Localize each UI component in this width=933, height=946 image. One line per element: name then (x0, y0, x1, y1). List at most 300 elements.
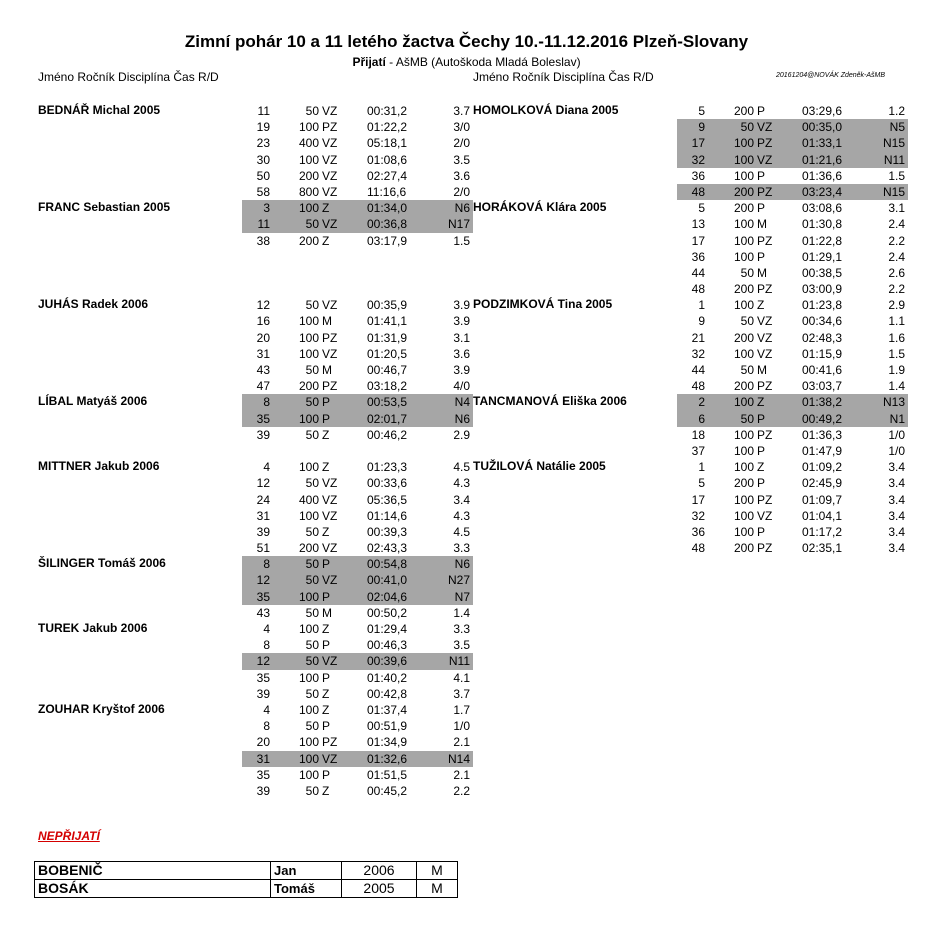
event-distance: 800 (298, 184, 319, 199)
event-time: 00:42,8 (367, 686, 408, 701)
event-style: VZ (322, 573, 338, 588)
page-title: Zimní pohár 10 a 11 letého žactva Čechy 10.-11.12.2016 Plzeň-Slovany (184, 32, 749, 51)
event-number: 20 (256, 735, 270, 750)
event-result: 3.7 (453, 686, 470, 701)
event-distance: 100 (298, 767, 319, 782)
event-time: 01:30,8 (802, 217, 843, 232)
event-distance: 100 (298, 670, 319, 685)
event-time: 01:21,6 (802, 152, 843, 167)
event-number: 4 (263, 702, 270, 717)
event-time: 01:36,6 (802, 168, 843, 183)
event-result: 3.4 (888, 460, 905, 475)
event-style: Z (322, 201, 330, 216)
result-row (242, 281, 473, 297)
result-row (242, 475, 473, 491)
event-result: N15 (882, 136, 905, 151)
result-row (242, 135, 473, 151)
event-time: 01:41,1 (367, 314, 408, 329)
event-style: VZ (757, 330, 773, 345)
column-header-left: Jméno Ročník Disciplína Čas R/D (38, 70, 219, 84)
event-number: 1 (698, 298, 705, 313)
event-time: 00:41,6 (802, 363, 843, 377)
event-style: M (757, 217, 767, 232)
event-number: 32 (691, 346, 705, 361)
result-row (242, 427, 473, 443)
result-row (242, 103, 473, 119)
event-time: 00:39,6 (367, 654, 408, 669)
event-number: 3 (263, 201, 270, 216)
first-name-cell: Jan (271, 862, 342, 880)
event-number: 5 (698, 104, 705, 118)
athlete-block (38, 621, 473, 702)
event-result: 3.4 (888, 541, 905, 556)
event-distance: 50 (305, 557, 319, 572)
result-row (242, 702, 473, 718)
event-time: 03:08,6 (802, 201, 843, 216)
result-row-highlighted (242, 394, 473, 410)
result-row (242, 621, 473, 637)
event-distance: 100 (733, 217, 754, 232)
event-distance: 100 (733, 168, 754, 183)
event-distance: 100 (298, 508, 319, 523)
event-number: 8 (263, 638, 270, 653)
event-number: 48 (691, 282, 705, 297)
event-style: VZ (322, 136, 338, 151)
surname-cell: BOSÁK (35, 880, 271, 898)
event-style: VZ (322, 152, 338, 167)
event-distance: 100 (733, 460, 754, 475)
event-number: 17 (691, 136, 705, 151)
event-result: N5 (889, 120, 905, 135)
event-distance: 100 (298, 346, 319, 361)
not-accepted-table (34, 861, 458, 898)
event-result: 2.4 (888, 217, 905, 232)
event-style: VZ (322, 104, 338, 118)
event-distance: 50 (305, 605, 319, 620)
result-row (242, 152, 473, 168)
event-number: 39 (256, 427, 270, 442)
event-distance: 100 (298, 314, 319, 329)
event-style: Z (322, 427, 330, 442)
result-row (242, 540, 473, 556)
event-number: 5 (698, 476, 705, 491)
event-style: P (757, 249, 766, 264)
event-style: PZ (757, 136, 773, 151)
event-result: N11 (883, 152, 905, 167)
event-distance: 50 (740, 363, 754, 377)
event-result: 1.5 (888, 168, 905, 183)
event-time: 00:51,9 (367, 719, 408, 734)
event-time: 03:00,9 (802, 282, 843, 297)
event-number: 8 (263, 719, 270, 734)
result-row (677, 508, 908, 524)
event-style: P (322, 411, 331, 426)
event-time: 01:29,4 (367, 622, 408, 636)
event-distance: 200 (733, 104, 754, 118)
event-distance: 400 (298, 136, 319, 151)
event-distance: 100 (298, 622, 319, 636)
event-result: 2.4 (888, 249, 905, 264)
event-number: 8 (263, 557, 270, 572)
event-time: 00:45,2 (367, 783, 408, 798)
event-distance: 100 (733, 524, 754, 539)
event-distance: 50 (305, 719, 319, 734)
athlete-block (38, 103, 473, 200)
event-distance: 50 (305, 427, 319, 442)
result-row (677, 459, 908, 475)
event-style: VZ (757, 120, 773, 135)
event-time: 02:27,4 (367, 168, 408, 183)
not-accepted-heading: NEPŘIJATÍ (38, 829, 100, 843)
event-time: 00:35,9 (367, 298, 408, 313)
athlete-block (38, 556, 473, 621)
result-row (677, 330, 908, 346)
athlete-block (38, 702, 473, 799)
event-time: 01:31,9 (367, 330, 408, 345)
athlete-block (473, 200, 908, 297)
event-result: 4/0 (453, 379, 470, 394)
event-time: 01:51,5 (367, 767, 408, 782)
event-number: 44 (691, 363, 705, 377)
event-result: 3.3 (453, 541, 470, 556)
event-distance: 50 (740, 120, 754, 135)
event-style: P (757, 524, 766, 539)
event-style: P (322, 589, 331, 604)
result-row (677, 427, 908, 443)
event-number: 13 (691, 217, 705, 232)
event-result: 4.3 (453, 476, 470, 491)
result-row (677, 103, 908, 119)
event-result: 1/0 (453, 719, 470, 734)
result-row (677, 168, 908, 184)
result-row (677, 233, 908, 249)
event-time: 00:31,2 (367, 104, 408, 118)
result-row-highlighted (677, 184, 908, 200)
event-distance: 50 (305, 476, 319, 491)
event-time: 01:40,2 (367, 670, 408, 685)
result-row (677, 216, 908, 232)
event-style: M (322, 363, 332, 377)
result-row (242, 168, 473, 184)
event-time: 01:04,1 (802, 508, 843, 523)
event-style: VZ (322, 217, 338, 232)
event-number: 32 (691, 508, 705, 523)
event-distance: 50 (740, 314, 754, 329)
event-result: N7 (454, 589, 470, 604)
result-row (242, 718, 473, 734)
event-distance: 50 (305, 217, 319, 232)
result-row (677, 313, 908, 329)
event-number: 31 (256, 346, 270, 361)
result-row (677, 362, 908, 378)
result-row-highlighted (242, 572, 473, 588)
event-time: 00:49,2 (802, 411, 843, 426)
result-row (242, 783, 473, 799)
results-column-left (38, 103, 473, 799)
event-distance: 100 (298, 201, 319, 216)
event-distance: 200 (298, 379, 319, 394)
event-number: 5 (698, 201, 705, 216)
event-time: 01:23,8 (802, 298, 843, 313)
event-distance: 100 (298, 330, 319, 345)
event-style: P (322, 670, 331, 685)
event-result: 1.2 (888, 104, 905, 118)
event-time: 01:37,4 (367, 702, 408, 717)
athlete-block (38, 394, 473, 459)
event-distance: 100 (298, 751, 319, 766)
event-result: 1.1 (888, 314, 905, 329)
event-result: N27 (447, 573, 470, 588)
event-distance: 200 (298, 168, 319, 183)
event-result: N6 (454, 411, 470, 426)
event-time: 00:53,5 (367, 395, 408, 410)
event-style: PZ (757, 427, 773, 442)
event-number: 35 (256, 589, 270, 604)
event-result: 1.5 (453, 233, 470, 248)
event-style: VZ (322, 654, 338, 669)
event-distance: 100 (298, 120, 319, 135)
event-number: 36 (691, 524, 705, 539)
result-row-highlighted (677, 135, 908, 151)
event-style: M (757, 265, 767, 280)
athlete-block (38, 297, 473, 394)
year-cell: 2005 (342, 880, 417, 898)
athlete-block (38, 459, 473, 556)
event-result: 1/0 (888, 443, 905, 458)
event-number: 2 (698, 395, 705, 410)
event-result: 4.5 (453, 460, 470, 475)
event-distance: 200 (733, 476, 754, 491)
event-number: 32 (691, 152, 705, 167)
event-number: 43 (256, 363, 270, 377)
event-result: N6 (454, 201, 470, 216)
event-time: 02:48,3 (802, 330, 843, 345)
event-time: 01:29,1 (802, 249, 843, 264)
event-style: P (322, 557, 331, 572)
event-style: PZ (757, 492, 773, 507)
event-distance: 50 (305, 395, 319, 410)
event-style: VZ (322, 751, 338, 766)
event-style: P (322, 767, 331, 782)
result-row-highlighted (242, 589, 473, 605)
event-style: PZ (322, 330, 338, 345)
result-row (242, 459, 473, 475)
event-time: 02:01,7 (367, 411, 408, 426)
column-header-right: Jméno Ročník Disciplína Čas R/D (473, 70, 654, 84)
event-style: Z (322, 233, 330, 248)
event-result: N15 (882, 184, 905, 199)
result-row-highlighted (677, 411, 908, 427)
document-stamp: 20161204@NOVÁK Zdeněk-AšMB (776, 72, 886, 79)
event-number: 19 (256, 120, 270, 135)
event-distance: 200 (733, 282, 754, 297)
event-style: PZ (757, 282, 773, 297)
event-distance: 50 (305, 573, 319, 588)
event-number: 17 (691, 233, 705, 248)
event-number: 6 (698, 411, 705, 426)
event-time: 01:33,1 (802, 136, 843, 151)
event-style: VZ (322, 508, 338, 523)
result-row (677, 265, 908, 281)
event-style: M (757, 363, 767, 377)
event-result: 2.9 (888, 298, 905, 313)
result-row (242, 184, 473, 200)
event-style: PZ (757, 541, 773, 556)
athlete-name: HORÁKOVÁ Klára 2005 (473, 200, 607, 215)
event-style: P (322, 395, 331, 410)
event-result: 3.5 (453, 152, 470, 167)
event-result: 2.2 (888, 282, 905, 297)
event-number: 48 (691, 541, 705, 556)
event-time: 01:22,2 (367, 120, 408, 135)
event-style: Z (322, 622, 330, 636)
event-result: 3.4 (888, 492, 905, 507)
event-distance: 100 (733, 508, 754, 523)
event-number: 48 (691, 379, 705, 394)
event-time: 01:15,9 (802, 346, 843, 361)
event-style: PZ (757, 379, 773, 394)
event-style: P (757, 168, 766, 183)
event-result: 3.9 (453, 314, 470, 329)
event-time: 03:18,2 (367, 379, 408, 394)
event-distance: 200 (733, 184, 754, 199)
event-number: 12 (256, 476, 270, 491)
results-column-right (473, 103, 908, 556)
event-number: 39 (256, 686, 270, 701)
result-row (677, 524, 908, 540)
result-row (677, 281, 908, 297)
event-distance: 100 (298, 152, 319, 167)
event-result: 1.6 (888, 330, 905, 345)
athlete-name: LÍBAL Matyáš 2006 (38, 394, 148, 409)
event-time: 00:39,3 (367, 524, 408, 539)
event-style: VZ (322, 492, 338, 507)
event-time: 01:14,6 (367, 508, 408, 523)
event-result: 2/0 (453, 136, 470, 151)
event-style: PZ (322, 379, 338, 394)
event-time: 00:35,0 (802, 120, 843, 135)
result-row (242, 443, 473, 459)
event-distance: 200 (733, 201, 754, 216)
result-row-highlighted (677, 394, 908, 410)
event-result: 1.9 (888, 363, 905, 377)
result-row-highlighted (242, 751, 473, 767)
event-result: 3.9 (453, 363, 470, 377)
event-result: 2.2 (453, 783, 470, 798)
event-style: PZ (757, 233, 773, 248)
event-time: 02:04,6 (367, 589, 408, 604)
event-time: 05:18,1 (367, 136, 408, 151)
event-distance: 100 (298, 589, 319, 604)
event-number: 8 (263, 395, 270, 410)
event-style: Z (757, 395, 765, 410)
event-number: 4 (263, 460, 270, 475)
event-number: 48 (691, 184, 705, 199)
event-style: Z (322, 460, 330, 475)
event-style: VZ (322, 346, 338, 361)
event-number: 37 (691, 443, 705, 458)
athlete-name: ŠILINGER Tomáš 2006 (38, 556, 166, 571)
athlete-block (473, 297, 908, 394)
event-result: 3.4 (453, 492, 470, 507)
event-result: 1/0 (888, 427, 905, 442)
surname-cell: BOBENIČ (35, 862, 271, 880)
result-row (242, 508, 473, 524)
event-number: 31 (256, 508, 270, 523)
result-row (242, 605, 473, 621)
result-row (242, 492, 473, 508)
event-time: 01:09,7 (802, 492, 843, 507)
athlete-name: PODZIMKOVÁ Tina 2005 (473, 297, 613, 312)
result-row (242, 524, 473, 540)
event-time: 01:20,5 (367, 346, 408, 361)
subtitle-club: AšMB (Autoškoda Mladá Boleslav) (395, 55, 581, 69)
event-number: 23 (256, 136, 270, 151)
event-style: VZ (322, 476, 338, 491)
event-number: 39 (256, 783, 270, 798)
result-row-highlighted (242, 411, 473, 427)
event-result: 1.4 (453, 605, 470, 620)
event-result: 3.7 (453, 104, 470, 118)
event-number: 51 (256, 541, 270, 556)
event-time: 00:50,2 (367, 605, 408, 620)
event-result: 3.5 (453, 638, 470, 653)
event-style: PZ (757, 184, 773, 199)
result-row (677, 492, 908, 508)
event-time: 02:35,1 (802, 541, 843, 556)
event-style: P (757, 476, 766, 491)
event-result: 2.1 (453, 735, 470, 750)
event-time: 01:34,0 (367, 201, 408, 216)
result-row (242, 265, 473, 281)
event-number: 11 (257, 217, 270, 232)
event-style: Z (322, 686, 330, 701)
event-time: 00:36,8 (367, 217, 408, 232)
event-time: 00:38,5 (802, 265, 843, 280)
event-time: 01:08,6 (367, 152, 408, 167)
event-time: 00:33,6 (367, 476, 408, 491)
first-name-cell: Tomáš (271, 880, 342, 898)
event-result: 3.6 (453, 168, 470, 183)
event-number: 20 (256, 330, 270, 345)
event-result: 2.2 (888, 233, 905, 248)
athlete-name: HOMOLKOVÁ Diana 2005 (473, 103, 619, 117)
athlete-name: TUŽILOVÁ Natálie 2005 (473, 459, 606, 474)
event-time: 11:16,6 (367, 184, 407, 199)
event-distance: 100 (733, 233, 754, 248)
event-number: 1 (698, 460, 705, 475)
event-style: Z (322, 524, 330, 539)
event-distance: 100 (733, 395, 754, 410)
event-result: 4.1 (453, 670, 470, 685)
event-number: 4 (263, 622, 270, 636)
event-style: VZ (757, 346, 773, 361)
event-result: 2.6 (888, 265, 905, 280)
event-time: 02:45,9 (802, 476, 843, 491)
event-distance: 100 (733, 427, 754, 442)
event-number: 18 (691, 427, 705, 442)
event-style: VZ (322, 541, 338, 556)
event-time: 01:22,8 (802, 233, 843, 248)
result-row (242, 297, 473, 313)
result-row (242, 734, 473, 750)
event-number: 44 (691, 265, 705, 280)
not-accepted-row (35, 862, 458, 880)
result-row-highlighted (677, 152, 908, 168)
event-number: 12 (256, 654, 270, 669)
result-row (242, 670, 473, 686)
event-style: P (757, 411, 766, 426)
